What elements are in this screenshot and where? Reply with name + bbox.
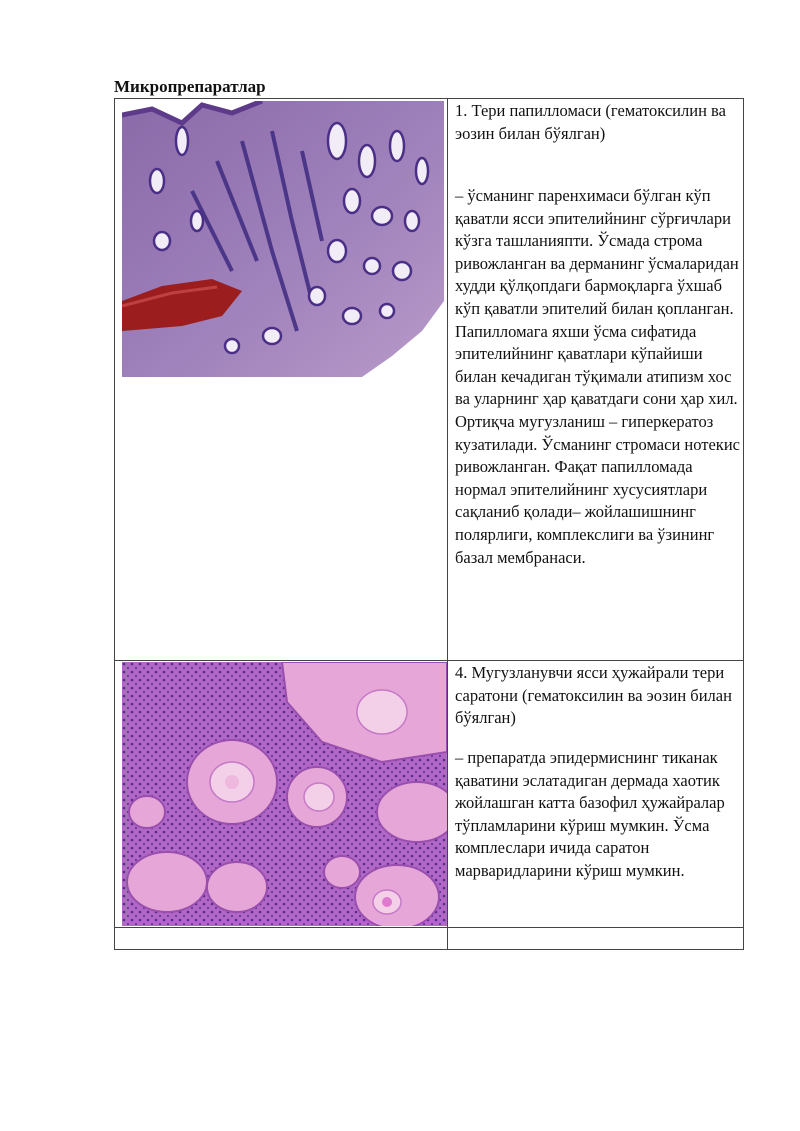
carcinoma-description: – препаратда эпидермиснинг тиканак қаватини эслатадиган дермада хаотик жойлашган катта базофил ҳужайралар тўпламларини кўриш мумкин. Ўсма комплеслари ичида саратон марваридларини кўриш мумкин. <box>455 748 725 880</box>
skin-papilloma-icon <box>122 101 444 377</box>
papilloma-image <box>122 101 444 377</box>
micro-specimen-table <box>114 98 744 950</box>
page-heading: Микропрепаратлар <box>114 77 266 96</box>
carcinoma-image <box>122 662 447 926</box>
papilloma-description: – ўсманинг паренхимаси бўлган кўп қаватли ясси эпителийнинг сўрғичлари кўзга ташланияпти. Ўсмада строма ривожланган ва дерманинг ўсмаларидан худди қўлқопдаги бармоқларга ўхшаб кўп қаватли эпителий билан қопланган. Папилломага яхши ўсма сифатида эпителийнинг қаватлари кўпайиши билан кечадиган тўқимали атипизм хос ва уларнинг ҳар қаватдаги сони ҳар хил. Ортиқча мугузланиш – гиперкератоз кузатилади. Ўсманинг стромаси нотекис ривожланган. Фақат папилломада нормал эпителийнинг хусусиятлари сақланиб қолади– жойлашишнинг полярлиги, комплекслиги ва ўзининг базал мембранаси. <box>455 186 740 567</box>
carcinoma-title: 4. Мугузланувчи ясси ҳужайрали тери саратони (гематоксилин ва эозин билан бўялган) <box>455 663 732 728</box>
papilloma-title: 1. Тери папилломаси (гематоксилин ва эозин билан бўялган) <box>455 101 726 143</box>
squamous-cell-carcinoma-icon <box>122 662 447 926</box>
